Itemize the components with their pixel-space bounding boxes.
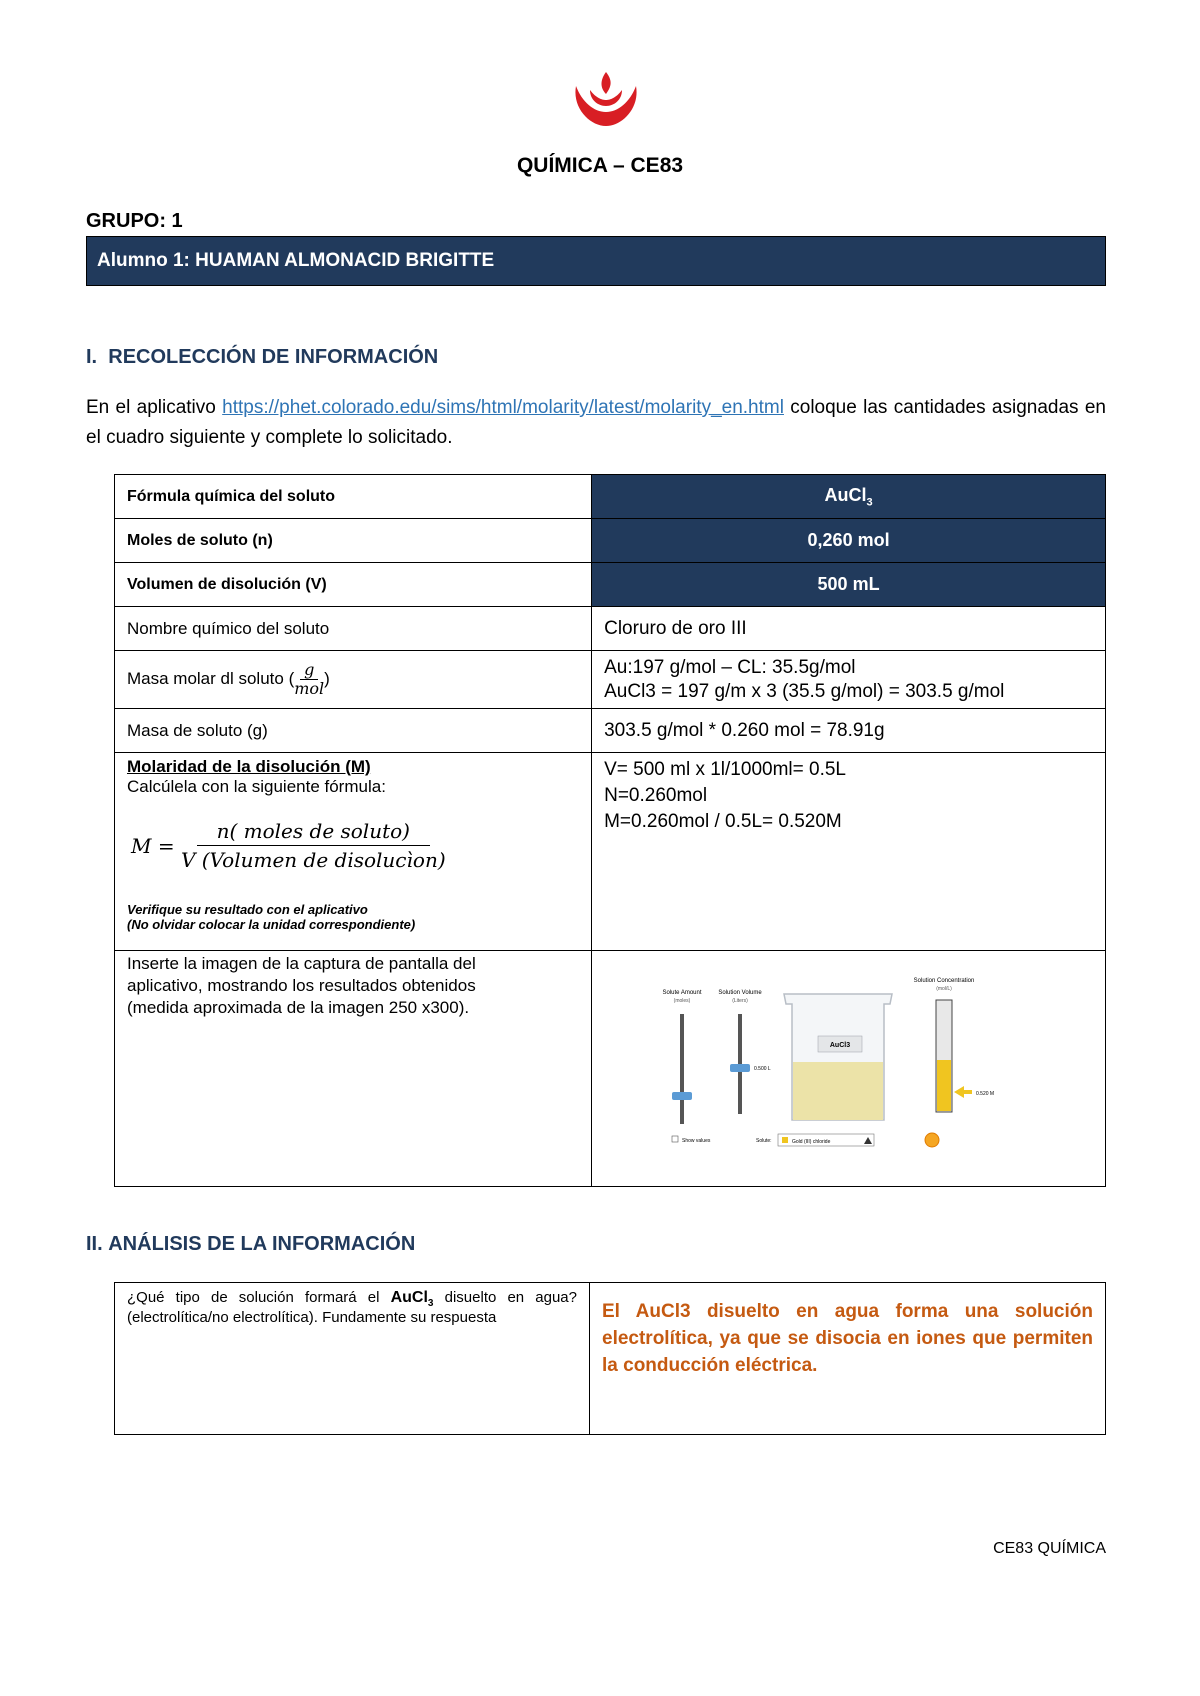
mass-value: 303.5 g/mol * 0.260 mol = 78.91g [592,709,1106,753]
intro-paragraph [86,393,1106,453]
name-label: Nombre químico del soluto [115,607,592,651]
table-row [115,753,1106,951]
formula-lhs: M = [131,833,175,858]
section-2-number: II. [86,1233,103,1255]
question-suffix: disuelto en agua? (electrolítica/no electrolítica). Fundamente su respuesta [127,1289,577,1327]
show-values-checkbox[interactable] [672,1136,678,1142]
solute-amount-label: Solute Amount [662,989,702,996]
page-footer: CE83 QUÍMICA [993,1540,1106,1557]
molarity-line-2: N=0.260mol [604,785,708,806]
molarity-value [592,753,1106,951]
solution-volume-label: Solution Volume [718,989,762,996]
table-row [115,651,1106,709]
table-row [115,709,1106,753]
concentration-fill [937,1060,951,1111]
question-compound: AuCl [390,1289,428,1306]
molarity-line-3: M=0.260mol / 0.5L= 0.520M [604,811,842,832]
analysis-question [115,1283,590,1435]
analysis-answer: El AuCl3 disuelto en agua forma una solución electrolítica, ya que se disocia en iones que permiten la conducción eléctrica. [590,1283,1106,1435]
analysis-table [114,1282,1106,1435]
capture-line-1: Inserte la imagen de la captura de pantalla del [127,954,476,973]
g-per-mol-fraction [294,661,324,698]
university-logo [570,68,642,130]
volume-label: Volumen de disolución (V) [115,563,592,607]
concentration-label: Solution Concentration [913,977,975,984]
molar-mass-label [115,651,592,709]
fraction-bottom: mol [294,679,325,698]
solute-dropdown-value: Gold (III) chloride [792,1138,831,1145]
molarity-fraction [181,817,446,874]
molarity-instruction: Calcúlela con la siguiente fórmula: [127,777,386,796]
section-2-heading: ANÁLISIS DE LA INFORMACIÓN [108,1233,416,1255]
fraction-top: g [300,661,318,680]
concentration-readout: 0.520 M [976,1090,995,1097]
section-1-number: I. [86,346,98,368]
volume-value: 500 mL [592,563,1106,607]
capture-line-2: aplicativo, mostrando los resultados obtenidos [127,976,476,995]
student-banner [86,236,1106,286]
formula-numerator: n( moles de soluto) [197,817,430,846]
data-table [114,474,1106,1187]
concentration-arrow-icon [954,1086,972,1098]
reset-icon[interactable] [925,1133,939,1147]
concentration-unit: (mol/L) [936,985,952,992]
formula-sub: 3 [866,496,873,509]
course-title: QUÍMICA – CE83 [516,154,684,177]
moles-value: 0,260 mol [592,519,1106,563]
table-row [115,1283,1106,1435]
mass-label: Masa de soluto (g) [115,709,592,753]
table-row [115,519,1106,563]
solute-amount-track [680,1014,684,1124]
phet-molarity-screenshot [592,952,1080,1186]
table-row [115,475,1106,519]
verify-note-2: (No olvidar colocar la unidad correspondiente) [127,917,416,932]
verify-note-1: Verifique su resultado con el aplicativo [127,902,368,917]
question-compound-sub: 3 [427,1298,434,1310]
molarity-cell [115,753,592,951]
moles-label: Moles de soluto (n) [115,519,592,563]
show-values-label: Show values [682,1137,711,1144]
student-name: Alumno 1: HUAMAN ALMONACID BRIGITTE [97,250,495,271]
formula-label: Fórmula química del soluto [115,475,592,519]
group-label: GRUPO: 1 [86,210,183,232]
table-row [115,951,1106,1187]
capture-line-3: (medida aproximada de la imagen 250 x300). [127,998,470,1017]
capture-label [115,951,592,1187]
solute-amount-thumb[interactable] [672,1092,692,1100]
formula-value [592,475,1106,519]
name-value: Cloruro de oro III [592,607,1106,651]
formula-denominator: V (Volumen de disolucìon) [180,848,446,872]
solute-label: Solute: [756,1137,772,1144]
section-1-heading: RECOLECCIÓN DE INFORMACIÓN [108,346,439,368]
molar-mass-value [592,651,1106,709]
beaker-label: AuCl3 [829,1041,851,1049]
solute-color-swatch [782,1137,788,1143]
intro-suffix: coloque las cantidades asignadas en el cuadro siguiente y complete lo solicitado. [86,397,1106,448]
molarity-line-1: V= 500 ml x 1l/1000ml= 0.5L [604,759,846,780]
molarity-label: Molaridad de la disolución (M) [127,757,371,776]
molar-mass-line-1: Au:197 g/mol – CL: 35.5g/mol [604,656,856,678]
molarity-formula [131,817,579,874]
solution-volume-thumb[interactable] [730,1064,750,1072]
table-row [115,607,1106,651]
formula-base: AuCl [824,484,867,505]
volume-readout: 0.500 L [754,1065,771,1072]
section-2-title [86,1233,415,1256]
molar-mass-line-2: AuCl3 = 197 g/m x 3 (35.5 g/mol) = 303.5 g/mol [604,680,1005,702]
capture-image-cell [592,951,1106,1187]
intro-prefix: En el aplicativo [86,397,223,418]
solution-volume-unit: (Liters) [732,997,748,1004]
table-row [115,563,1106,607]
phet-link[interactable]: https://phet.colorado.edu/sims/html/molarity/latest/molarity_en.html [222,397,784,418]
beaker-solution [793,1062,883,1120]
molar-mass-close: ) [324,668,330,688]
molar-mass-text: Masa molar dl soluto ( [127,668,295,688]
question-prefix: ¿Qué tipo de solución formará el [127,1289,391,1306]
section-1-title [86,346,438,369]
solute-amount-unit: (moles) [673,997,691,1004]
